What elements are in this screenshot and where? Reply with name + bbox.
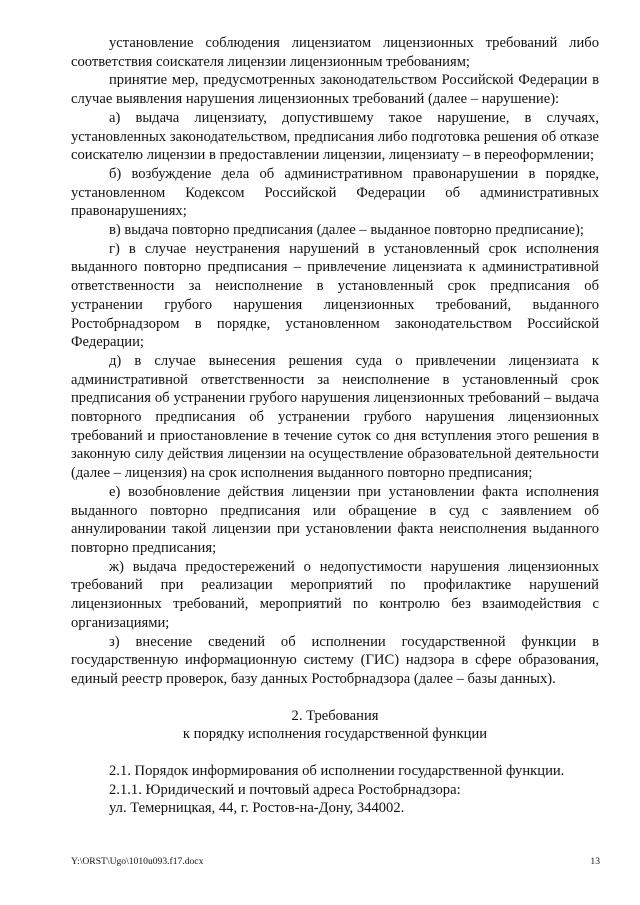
list-item: 2.1.1. Юридический и почтовый адреса Ростобрнадзора: [109, 781, 461, 798]
paragraph: установление соблюдения лицензиатом лицензионных требований либо соответствия соискателя лицензии лицензионным требованиям; [71, 35, 599, 70]
paragraph: ж) выдача предостережений о недопустимости нарушения лицензионных требований при реализации мероприятий по профилактике нарушений лицензионных требований, мероприятий по контролю без взаимодействия с организациями; [71, 558, 599, 631]
paragraph: з) внесение сведений об исполнении государственной функции в государственную информационную систему (ГИС) надзора в сфере образования, единый реестр проверок, базу данных Ростобрнадзора (далее – базы данных). [71, 633, 599, 687]
page-number: 13 [590, 856, 600, 867]
page-footer [71, 856, 600, 867]
document-body [71, 34, 599, 818]
paragraph: принятие мер, предусмотренных законодательством Российской Федерации в случае выявления нарушения лицензионных требований (далее – нарушение): [71, 72, 599, 108]
paragraph: б) возбуждение дела об административном правонарушении в порядке, установленном Кодексом Российской Федерации об административных правонарушениях; [71, 165, 599, 220]
section-title: 2. Требования [291, 707, 379, 724]
paragraph: г) в случае неустранения нарушений в установленный срок исполнения выданного повторно предписания – привлечение лицензиата к административной ответственности за неисполнение в установленный срок предписания об устранении грубого нарушения лицензионных требований, выданного Ростобрнадзором в порядке, установленном законодательством Российской Федерации; [71, 240, 599, 351]
file-path: Y:\ORST\Ugo\1010u093.f17.docx [71, 856, 204, 867]
section-subtitle: к порядку исполнения государственной функции [182, 726, 488, 743]
paragraph: в) выдача повторно предписания (далее – выданное повторно предписание); [109, 222, 584, 239]
paragraph: а) выдача лицензиату, допустившему такое нарушение, в случаях, установленных законодательством, предписания либо подготовка решения об отказе соискателю лицензии в предоставлении лицензии, лицензиату – в переоформлении; [71, 109, 599, 164]
paragraph: д) в случае вынесения решения суда о привлечении лицензиата к административной ответственности за неисполнение в установленный срок предписания об устранении грубого нарушения лицензионных требований – выдача повторного предписания об устранении грубого нарушения лицензионных требований и приостановление в течение суток со дня вступления этого решения в законную силу действия лицензии на осуществление образовательной деятельности (далее – лицензия) на срок исполнения выданного повторно предписания; [71, 352, 599, 482]
paragraph: е) возобновление действия лицензии при установлении факта исполнения выданного повторно предписания или обращение в суд с заявлением об аннулировании такой лицензии при установлении факта неисполнения выданного повторно предписания; [71, 483, 599, 556]
list-item: ул. Темерницкая, 44, г. Ростов-на-Дону, 344002. [109, 800, 405, 817]
list-item: 2.1. Порядок информирования об исполнении государственной функции. [109, 763, 565, 780]
